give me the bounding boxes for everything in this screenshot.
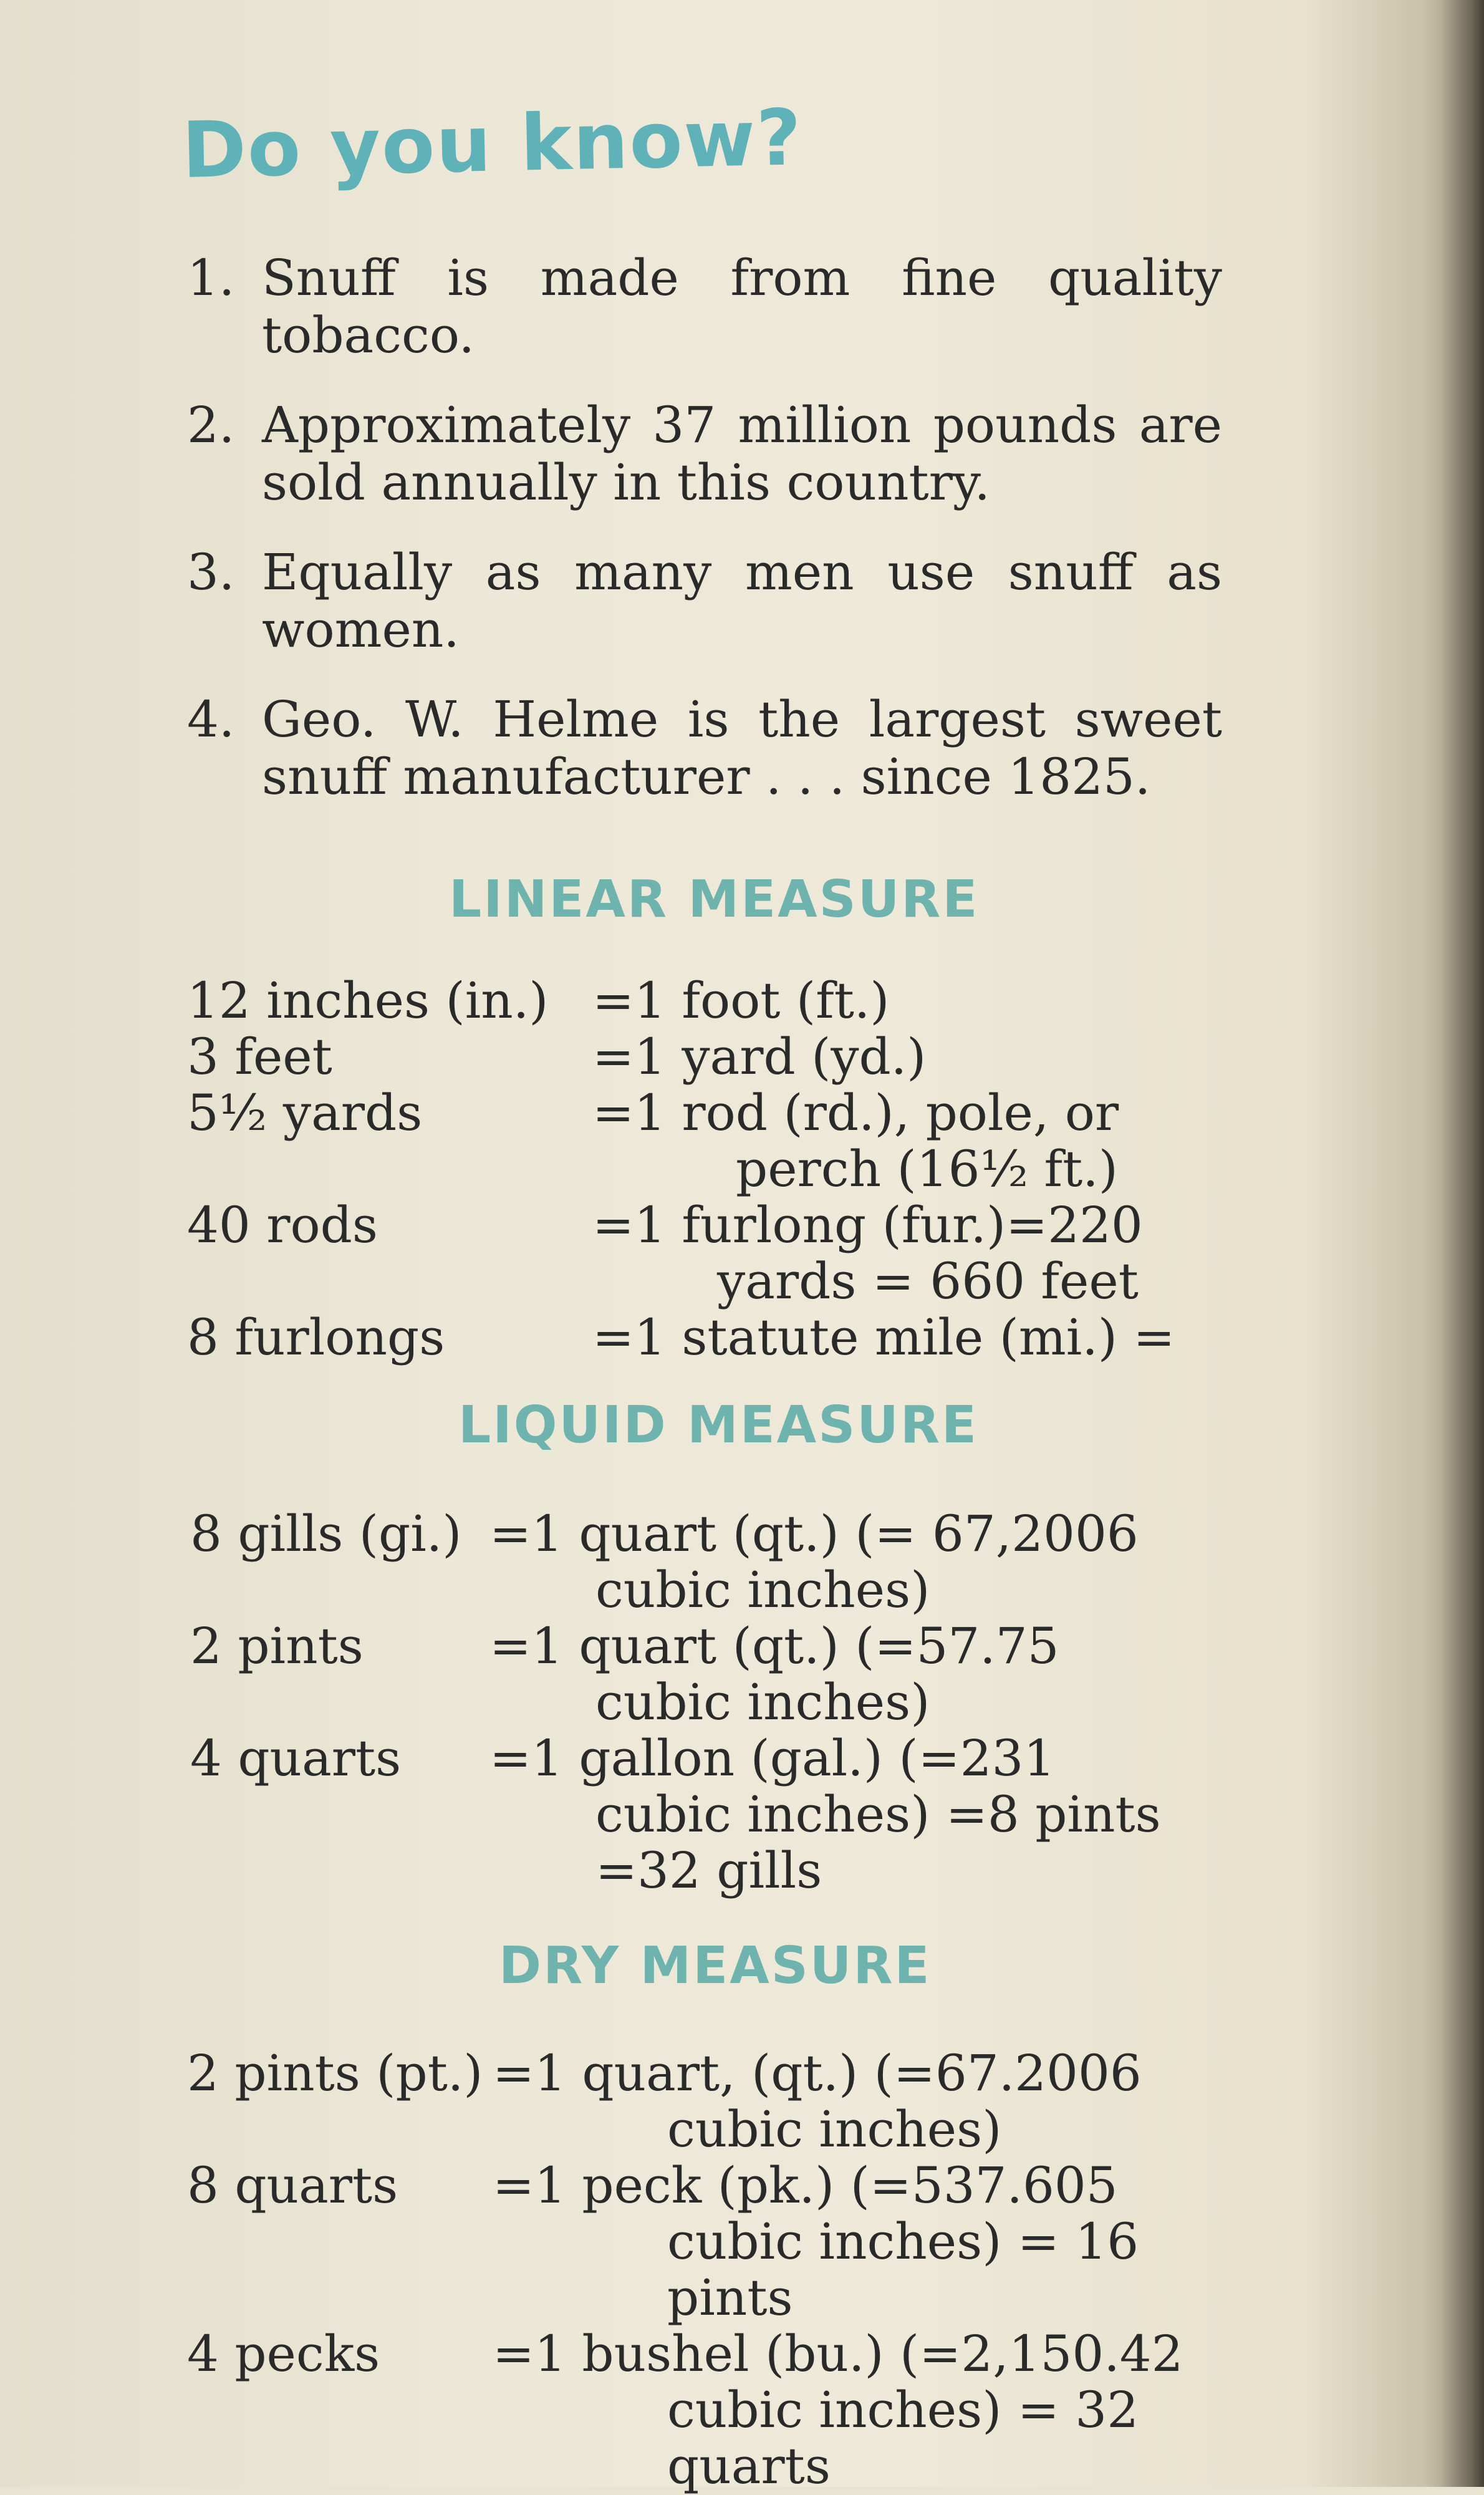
unit-left: 8 furlongs [187, 1308, 445, 1366]
fact-text: Geo. W. Helme is the largest sweet snuff manufacturer . . . since 1825. [262, 690, 1222, 806]
unit-right: =1 peck (pk.) (=537.605 [493, 2156, 1118, 2214]
list-item [187, 544, 1222, 659]
unit-right: =1 rod (rd.), pole, or [592, 1084, 1119, 1142]
facts-list [187, 249, 1222, 838]
unit-right-continuation: cubic inches) = 32 [667, 2381, 1139, 2439]
page-title: Do you know? [181, 93, 804, 196]
unit-right-group [489, 1506, 1250, 1618]
liquid-measure-heading: LIQUID MEASURE [458, 1396, 979, 1455]
unit-right-continuation: quarts [667, 2437, 831, 2495]
unit-right: =1 bushel (bu.) (=2,150.42 [493, 2325, 1183, 2383]
unit-right-group [592, 1197, 1235, 1310]
unit-left: 8 quarts [187, 2156, 398, 2214]
fact-text: Approximately 37 million pounds are sold annually in this country. [262, 396, 1222, 511]
table-row [187, 1029, 1235, 1085]
liquid-measure-table [190, 1506, 1250, 1899]
page-edge-shadow [1440, 0, 1484, 2487]
table-row [187, 1085, 1235, 1197]
list-item [187, 397, 1222, 511]
dry-measure-table [187, 2045, 1247, 2494]
unit-left: 2 pints [190, 1617, 364, 1675]
unit-left: 12 inches (in.) [187, 972, 549, 1030]
unit-left: 8 gills (gi.) [190, 1505, 462, 1563]
unit-right-group [493, 2045, 1247, 2158]
unit-right-continuation: cubic inches) [595, 1561, 930, 1619]
unit-right: =1 quart (qt.) (= 67,2006 [489, 1505, 1139, 1563]
table-row [187, 2045, 1247, 2158]
unit-left: 40 rods [187, 1196, 378, 1254]
unit-left: 2 pints (pt.) [187, 2044, 483, 2102]
list-item [187, 691, 1222, 806]
list-item [187, 249, 1222, 364]
fact-number: 4. [187, 690, 235, 748]
dry-measure-heading: DRY MEASURE [499, 1936, 932, 1996]
unit-right-continuation: cubic inches) =8 pints [595, 1785, 1161, 1843]
fact-number: 2. [187, 396, 235, 454]
unit-right-group [493, 2326, 1247, 2494]
table-row [187, 1197, 1235, 1310]
unit-right-group [592, 1085, 1235, 1197]
unit-right-continuation: perch (16½ ft.) [736, 1140, 1118, 1198]
fact-text: Equally as many men use snuff as women. [262, 543, 1222, 659]
unit-right: =1 foot (ft.) [592, 972, 890, 1030]
unit-left: 5½ yards [187, 1084, 423, 1142]
unit-right-continuation: yards = 660 feet [717, 1252, 1139, 1310]
unit-right: =1 yard (yd.) [592, 1028, 927, 1086]
fact-text: Snuff is made from fine quality tobacco. [262, 249, 1222, 364]
table-row [187, 973, 1235, 1029]
unit-right: =1 quart (qt.) (=57.75 [489, 1617, 1059, 1675]
table-row [190, 1506, 1250, 1618]
unit-right-continuation: =32 gills [595, 1841, 822, 1899]
unit-right-group [489, 1618, 1250, 1730]
unit-left: 4 quarts [190, 1729, 402, 1787]
unit-right: =1 statute mile (mi.) = [592, 1308, 1175, 1366]
table-row [187, 1310, 1235, 1366]
unit-right-continuation: cubic inches) [595, 1673, 930, 1731]
unit-left: 4 pecks [187, 2325, 380, 2383]
unit-left: 3 feet [187, 1028, 332, 1086]
unit-right-group [489, 1730, 1250, 1899]
unit-right-continuation: cubic inches) = 16 [667, 2213, 1139, 2271]
linear-measure-heading: LINEAR MEASURE [449, 870, 980, 929]
unit-right: =1 gallon (gal.) (=231 [489, 1729, 1056, 1787]
linear-measure-table [187, 973, 1235, 1366]
fact-number: 1. [187, 249, 235, 307]
unit-right: =1 quart, (qt.) (=67.2006 [493, 2044, 1142, 2102]
table-row [190, 1618, 1250, 1730]
unit-right-continuation: pints [667, 2269, 793, 2327]
fact-number: 3. [187, 543, 235, 601]
unit-right: =1 furlong (fur.)=220 [592, 1196, 1143, 1254]
unit-right-group [493, 2158, 1247, 2326]
table-row [187, 2326, 1247, 2494]
table-row [187, 2158, 1247, 2326]
table-row [190, 1730, 1250, 1899]
unit-right-continuation: cubic inches) [667, 2100, 1002, 2158]
